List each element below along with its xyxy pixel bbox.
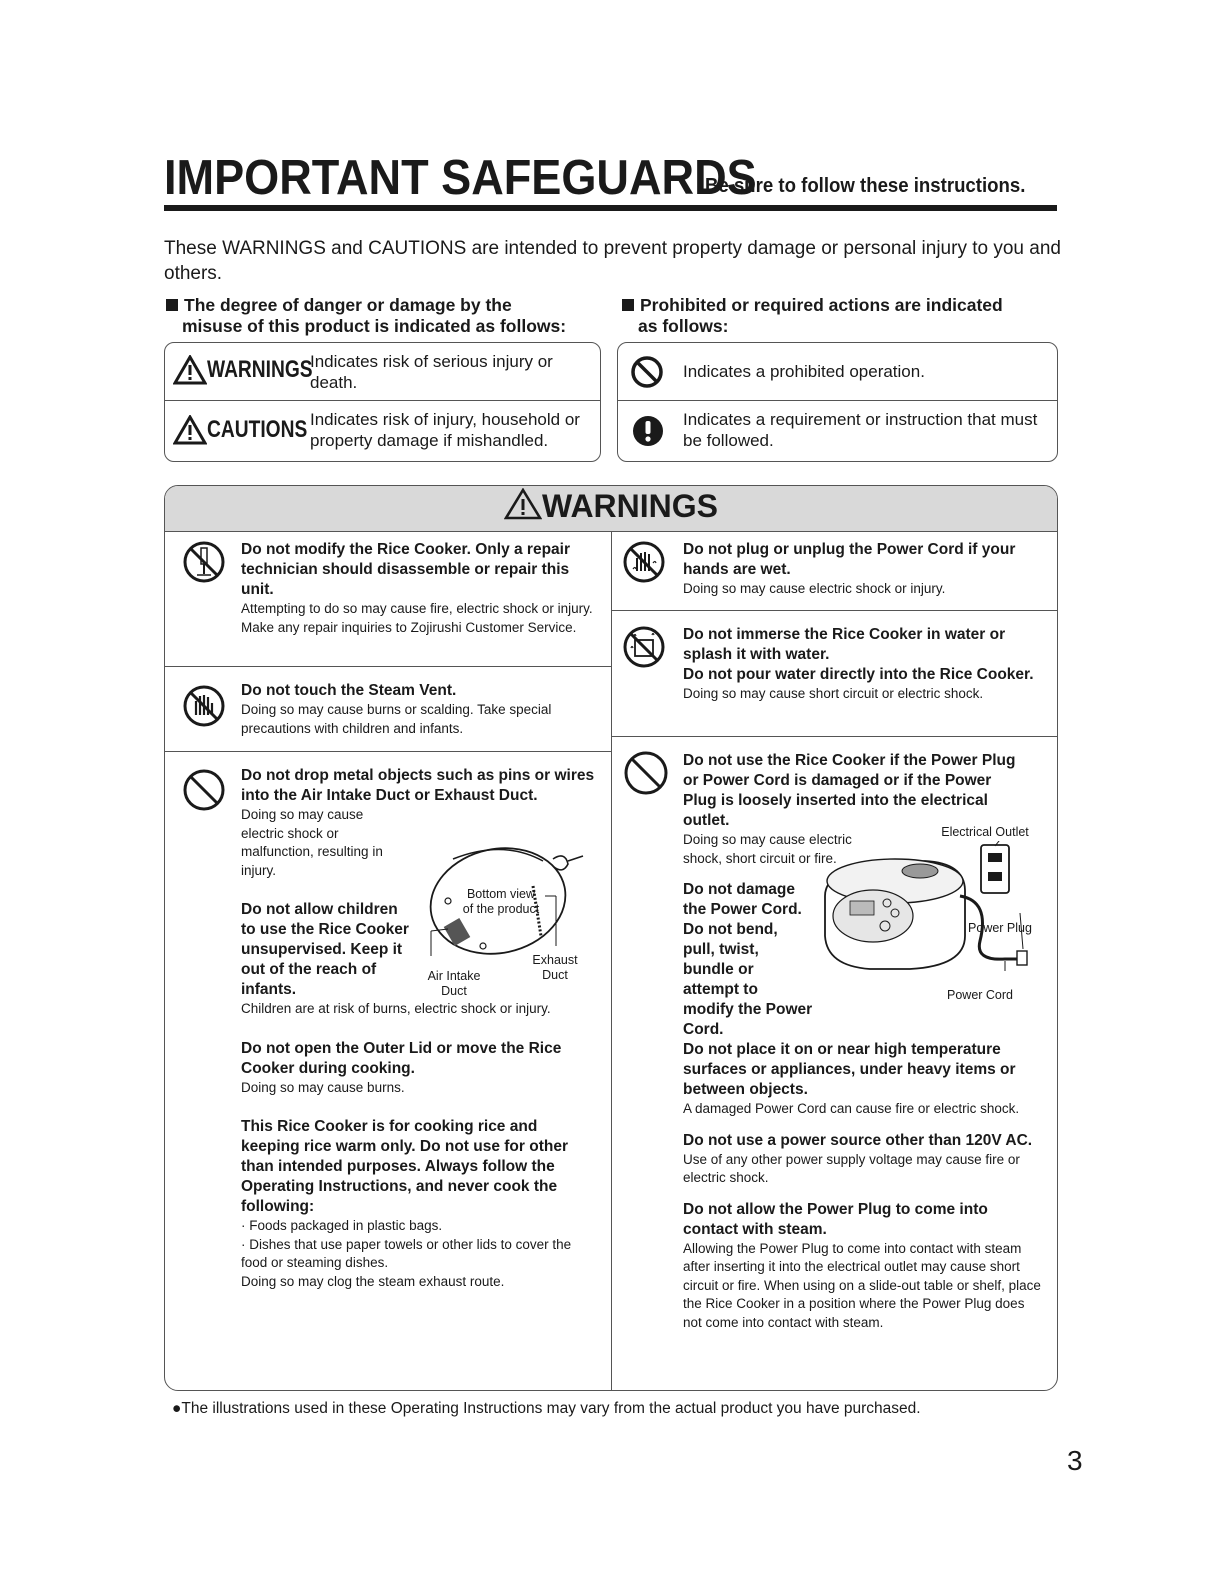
warnings-header	[165, 486, 1057, 532]
footnote: ●The illustrations used in these Operating Instructions may vary from the actual product you have purchased.	[172, 1400, 921, 1417]
divider	[611, 610, 1057, 611]
rice-cooker-outlet-illustration	[815, 841, 1045, 991]
no-water-icon	[623, 626, 665, 668]
actions-legend-box	[617, 342, 1058, 462]
electrical-outlet-label: Electrical Outlet	[941, 825, 1029, 839]
no-touch-icon	[183, 685, 225, 727]
degree-heading: The degree of danger or damage by the misuse of this product is indicated as follows:	[166, 295, 606, 337]
page-number: 3	[1067, 1445, 1083, 1476]
warning-item-immerse: Do not immerse the Rice Cooker in water or splash it with water. Do not pour water directly into the Rice Cooker. Doing so may cause short circuit or electric shock.	[683, 626, 1034, 701]
actions-heading: Prohibited or required actions are indicated as follows:	[622, 295, 1052, 337]
page-subtitle: Be sure to follow these instructions.	[705, 175, 1026, 197]
warning-item-metal-objects: Do not drop metal objects such as pins or wires into the Air Intake Duct or Exhaust Duct. Doing so may cause electric shock or malfunction, resulting in injury. Do not allow children to use the Rice Cooker unsupervised. Keep it out of the reach of infants. Children are at risk of burns, electric shock or injury. Do not open the Outer Lid or move the Rice Cooker during cooking. Doing so may cause burns. This Rice Cooker is for cooking rice and keeping rice warm only. Do not use for other than intended purposes. Always follow the Operating Instructions, and never cook the following: · Foods packaged in plastic bags. · Dishes that use paper towels or other lids to cover the food or steaming dishes. Doing so may clog the steam exhaust route.	[241, 767, 595, 1289]
page-title: IMPORTANT SAFEGUARDS	[164, 151, 757, 205]
mandatory-icon	[632, 415, 664, 447]
warning-triangle-icon	[504, 488, 542, 520]
intro-text: These WARNINGS and CAUTIONS are intended to prevent property damage or personal injury to you and others.	[164, 238, 1061, 284]
no-disassembly-icon	[183, 541, 225, 583]
divider	[611, 736, 1057, 737]
power-cord-label: Power Cord	[947, 988, 1013, 1002]
warnings-box	[164, 485, 1058, 1391]
no-wet-hands-icon	[623, 541, 665, 583]
warnings-signal-word: WARNINGS	[207, 356, 313, 383]
warning-item-wet-hands: Do not plug or unplug the Power Cord if your hands are wet. Doing so may cause electric shock or injury.	[683, 541, 1016, 596]
bullet-icon: ●	[172, 1400, 182, 1417]
column-divider	[611, 531, 612, 1390]
cautions-signal-word: CAUTIONS	[207, 416, 308, 443]
prohibited-icon	[630, 355, 664, 389]
caution-triangle-icon	[173, 415, 207, 445]
air-intake-duct-label: Air Intake Duct	[427, 969, 481, 998]
square-bullet-icon	[166, 299, 178, 311]
degree-legend-box	[164, 342, 601, 462]
prohibited-icon	[183, 769, 225, 811]
cautions-definition: Indicates risk of injury, household or property damage if mishandled.	[310, 410, 580, 450]
bottom-view-label: Bottom view of the product	[462, 887, 540, 916]
warning-item-modify: Do not modify the Rice Cooker. Only a repair technician should disassemble or repair this unit. Attempting to do so may cause fire, electric shock or injury. Make any repair inquiries to Zojirushi Customer Service.	[241, 541, 593, 635]
divider	[165, 400, 600, 401]
warnings-definition: Indicates risk of serious injury or death.	[310, 352, 553, 392]
divider	[165, 751, 611, 752]
prohibited-definition: Indicates a prohibited operation.	[683, 362, 925, 381]
power-plug-label: Power Plug	[968, 921, 1032, 935]
divider	[165, 666, 611, 667]
divider	[618, 400, 1057, 401]
prohibited-icon	[623, 750, 669, 796]
title-rule	[164, 205, 1057, 211]
warning-triangle-icon	[173, 355, 207, 385]
mandatory-definition: Indicates a requirement or instruction that must be followed.	[683, 410, 1038, 450]
warnings-title: WARNINGS	[542, 488, 718, 524]
warning-item-steam-vent: Do not touch the Steam Vent. Doing so may cause burns or scalding. Take special precautions with children and infants.	[241, 682, 552, 736]
exhaust-duct-label: Exhaust Duct	[532, 953, 578, 982]
warning-item-damaged-cord: Do not use the Rice Cooker if the Power Plug or Power Cord is damaged or if the Power Plug is loosely inserted into the electrical outlet. Doing so may cause electric shock, short circuit or fire. Do not damage the Power Cord. Do not bend, pull, twist, bundle or attempt to modify the Power Cord. Do not place it on or near high temperature surfaces or appliances, under heavy items or between objects. A damaged Power Cord can cause fire or electric shock. Do not use a power source other than 120V AC. Use of any other power supply voltage may cause fire or electric shock. Do not allow the Power Plug to come into contact with steam. Allowing the Power Plug to come into contact with steam after inserting it into the electrical outlet may cause short circuit or fire. When using on a slide-out table or shelf, place the Rice Cooker in a position where the Power Plug does not come into contact with steam.	[683, 752, 1041, 1330]
square-bullet-icon	[622, 299, 634, 311]
